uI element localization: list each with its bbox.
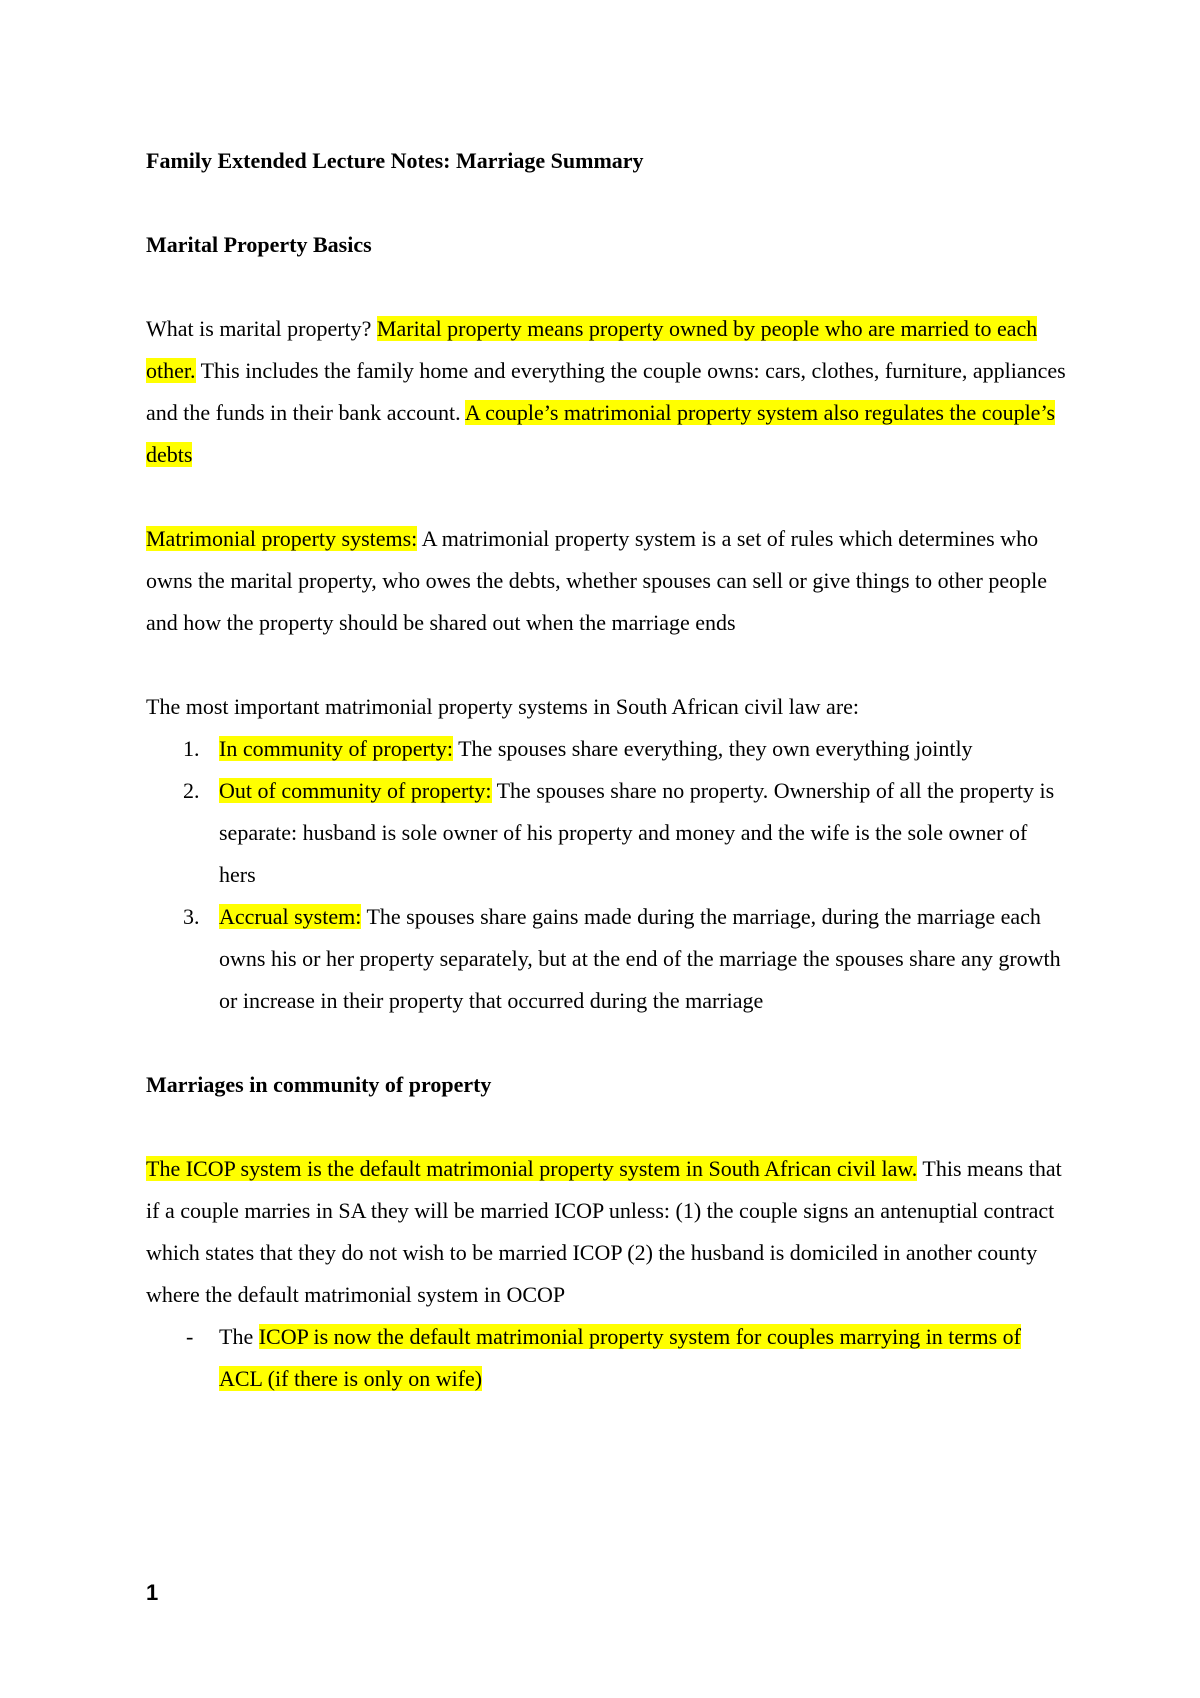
paragraph-icop-default: [146, 1148, 1066, 1316]
list-item-text: The spouses share gains made during the marriage, during the marriage each owns his or her property separately, but at the end of the marriage the spouses share any growth or increase in their property that occurred during the marriage: [219, 904, 1061, 1013]
list-number: 3.: [183, 904, 200, 929]
list-item: [146, 896, 1066, 1022]
highlighted-term: In community of property:: [219, 736, 454, 761]
highlighted-text: ICOP is now the default matrimonial property system for couples marrying in terms of ACL (if there is only on wife): [219, 1324, 1022, 1391]
page-content: [146, 140, 1066, 1400]
highlighted-text: A couple’s matrimonial property system also regulates the couple’s debts: [146, 400, 1056, 467]
highlighted-term: Out of community of property:: [219, 778, 492, 803]
text-run: What is marital property?: [146, 316, 377, 341]
text-run: A matrimonial property system is a set of rules which determines who owns the marital property, who owes the debts, whether spouses can sell or give things to other people and how the property should be shared out when the marriage ends: [146, 526, 1047, 635]
section-heading-marriages-icop: Marriages in community of property: [146, 1072, 492, 1097]
highlighted-text: Matrimonial property systems:: [146, 526, 418, 551]
page-number: 1: [146, 1580, 159, 1605]
list-item: [146, 728, 1066, 770]
list-item-text: The spouses share no property. Ownership of all the property is separate: husband is sole owner of his property and money and the wife is the sole owner of hers: [219, 778, 1055, 887]
list-item: [146, 770, 1066, 896]
list-number: 2.: [183, 778, 200, 803]
list-number: 1.: [183, 736, 200, 761]
text-run: This means that if a couple marries in SA they will be married ICOP unless: (1) the couple signs an antenuptial contract which states that they do not wish to be married ICOP (2) the husband is domiciled in another county where the default matrimonial system in OCOP: [146, 1156, 1062, 1307]
highlighted-term: Accrual system:: [219, 904, 362, 929]
paragraph-list-intro: The most important matrimonial property systems in South African civil law are:: [146, 694, 860, 719]
property-systems-list: [146, 728, 1066, 1022]
dash-list: [146, 1316, 1066, 1400]
document-title: Family Extended Lecture Notes: Marriage Summary: [146, 148, 644, 173]
section-heading-marital-property-basics: Marital Property Basics: [146, 232, 372, 257]
list-item-text: The spouses share everything, they own everything jointly: [453, 736, 973, 761]
paragraph-marital-property-definition: [146, 308, 1066, 476]
text-run: The: [219, 1324, 259, 1349]
highlighted-text: Marital property means property owned by people who are married to each other.: [146, 316, 1038, 383]
list-item: [146, 1316, 1066, 1400]
text-run: This includes the family home and everything the couple owns: cars, clothes, furniture, appliances and the funds in their bank account.: [146, 358, 1066, 425]
highlighted-text: The ICOP system is the default matrimonial property system in South African civil law.: [146, 1156, 918, 1181]
paragraph-matrimonial-property-systems: [146, 518, 1066, 644]
dash-bullet: -: [186, 1324, 194, 1349]
